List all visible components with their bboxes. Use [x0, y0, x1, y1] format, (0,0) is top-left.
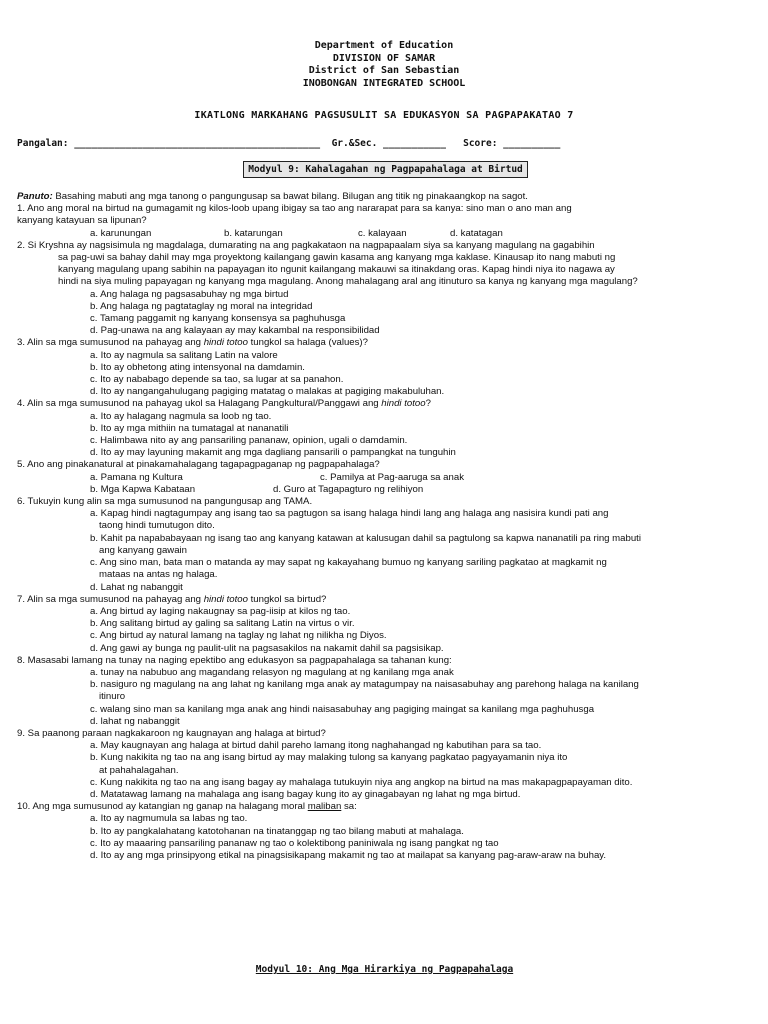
question-7 [17, 594, 759, 606]
choice-c: c. Kung nakikita ng tao na ang isang bagay ay mahalaga tutukuyin niya ang angkop na birtud na mas makapagpapayaman dito. [90, 776, 633, 788]
header-department: Department of Education [314, 40, 454, 51]
choice-c: c. Ang birtud ay natural lamang na taglay ng lahat ng nilikha ng Diyos. [90, 630, 387, 642]
school-header [0, 40, 768, 90]
question-7-emphasis: hindi totoo [203, 593, 248, 605]
question-3-text: 3. Alin sa mga sumusunod na pahayag ang [17, 337, 204, 349]
choice-d: d. Ito ay nangangahulugang pagiging matatag o malakas at pagiging makabuluhan. [90, 386, 445, 398]
choice-d: d. Ito ay may layuning makamit ang mga dagliang pansarili o pampangkat na tunguhin [90, 447, 456, 459]
question-3 [17, 337, 759, 349]
choice-c-cont: mataas na antas ng halaga. [99, 569, 218, 581]
choice-a: a. May kaugnayan ang halaga at birtud dahil pareho lamang itong naghahangad ng kabutihan para sa tao. [90, 740, 542, 752]
question-10-emphasis: maliban [307, 801, 342, 813]
choice-a: a. karunungan [90, 227, 152, 239]
choice-a: a. Ito ay nagmula sa salitang Latin na valore [90, 349, 278, 361]
question-2-cont: hindi na siya muling papayagan ng kanyang mga magulang. Anong mahalagang aral ang itinuturo sa kanya ng kanyang mga magulang? [58, 276, 638, 288]
question-3-text-end: tungkol sa halaga (values)? [247, 337, 368, 349]
choice-a: a. Kapag hindi nagtagumpay ang isang tao sa pagtugon sa isang halaga hindi lang ang halaga ang nasisira kundi pati ang [90, 508, 609, 520]
choice-a: a. Ang birtud ay laging nakaugnay sa pag-iisip at kilos ng tao. [90, 605, 351, 617]
module-9-title: Modyul 9: Kahalagahan ng Pagpapahalaga at Birtud [243, 161, 528, 178]
question-6: 6. Tukuyin kung alin sa mga sumusunod na pangungusap ang TAMA. [17, 496, 313, 508]
question-8: 8. Masasabi lamang na tunay na naging epektibo ang edukasyon sa pagpapahalaga sa tahanan kung: [17, 654, 452, 666]
instructions-text: Basahing mabuti ang mga tanong o pangungusap sa bawat bilang. Bilugan ang titik ng pinakaangkop na sagot. [52, 191, 528, 202]
student-info-line: Pangalan: ___________________________________________ Gr.&Sec. ___________ Score: __________ [17, 138, 561, 149]
choice-b: b. Ito ay mga mithiin na tumatagal at nananatili [90, 422, 289, 434]
question-5-choices-row2 [17, 484, 759, 496]
choice-d: d. Pag-unawa na ang kalayaan ay may kakambal na responsibilidad [90, 325, 380, 337]
question-2: 2. Si Kryshna ay nagsisimula ng magdalaga, dumarating na ang pagkakataon na nagpapaalam siya sa kanyang magulang na gagabihin [17, 239, 595, 251]
choice-d: d. Ang gawi ay bunga ng paulit-ulit na pagsasakilos na nakamit dahil sa pagsisikap. [90, 642, 444, 654]
question-4-emphasis: hindi totoo [381, 398, 426, 410]
header-school: INOBONGAN INTEGRATED SCHOOL [302, 77, 466, 89]
question-4 [17, 398, 759, 410]
choice-c: c. kalayaan [358, 227, 407, 239]
choice-d: d. lahat ng nabanggit [90, 715, 180, 727]
choice-c: c. walang sino man sa kanilang mga anak ang hindi naisasabuhay ang pagiging maingat sa kanilang mga paghuhusga [90, 703, 595, 715]
question-7-text: 7. Alin sa mga sumusunod na pahayag ang [17, 593, 204, 605]
question-1: 1. Ano ang moral na birtud na gumagamit ng kilos-loob upang ibigay sa tao ang nararapat para sa kanya: sino man o ano man ang [17, 203, 572, 215]
question-5: 5. Ano ang pinakanatural at pinakamahalagang tagapagpaganap ng pagpapahalaga? [17, 459, 380, 471]
question-2-cont: sa pag-uwi sa bahay dahil may mga proyektong kailangang gawin kasama ang kanyang mga kaklase. Kinausap ito nang mabuti ng [58, 252, 616, 264]
question-10-text-end: sa: [341, 801, 357, 813]
instructions-label: Panuto: [17, 191, 53, 202]
question-9: 9. Sa paanong paraan nagkakaroon ng kaugnayan ang halaga at birtud? [17, 727, 326, 739]
choice-a: a. Ang halaga ng pagsasabuhay ng mga birtud [90, 288, 289, 300]
choice-a: a. tunay na nabubuo ang magandang relasyon ng magulang at ng kanilang mga anak [90, 666, 454, 678]
choice-c: c. Tamang paggamit ng kanyang konsensya sa paghuhusga [90, 313, 346, 325]
choice-b-cont: itinuro [99, 691, 126, 703]
header-division: DIVISION OF SAMAR [332, 52, 436, 64]
choice-d: d. Ito ay ang mga prinsipyong etikal na pinagsisikapang makamit ng tao at mailapat sa kanyang pag-araw-araw na buhay. [90, 849, 607, 861]
choice-c: c. Halimbawa nito ay ang pansariling pananaw, opinion, ugali o damdamin. [90, 435, 408, 447]
choice-d: d. Guro at Tagapagturo ng relihiyon [273, 483, 424, 495]
header-district: District of San Sebastian [308, 65, 460, 76]
question-10 [17, 801, 759, 813]
choice-d: d. Lahat ng nabanggit [90, 581, 183, 593]
choice-c: c. Pamilya at Pag-aaruga sa anak [320, 471, 464, 483]
questions-body [17, 191, 759, 862]
choice-b: b. Ang salitang birtud ay galing sa salitang Latin na virtus o vir. [90, 618, 355, 630]
choice-a: a. Ito ay halagang nagmula sa loob ng tao. [90, 410, 272, 422]
choice-c: c. Ang sino man, bata man o matanda ay may sapat ng kakayahang bumuo ng kanyang sariling pagkatao at magkamit ng [90, 557, 607, 569]
choice-a: a. Ito ay nagmumula sa labas ng tao. [90, 813, 248, 825]
exam-title: IKATLONG MARKAHANG PAGSUSULIT SA EDUKASYON SA PAGPAPAKATAO 7 [194, 110, 574, 121]
question-4-text-end: ? [425, 398, 431, 410]
instructions [17, 191, 759, 203]
choice-b: b. Ito ay pangkalahatang katotohanan na tinatanggap ng tao bilang mabuti at mahalaga. [90, 825, 464, 837]
question-1-cont: kanyang katayuan sa lipunan? [17, 215, 147, 227]
choice-c: c. Ito ay nababago depende sa tao, sa lugar at sa panahon. [90, 374, 344, 386]
choice-a-cont: taong hindi tumutugon dito. [99, 520, 215, 532]
module-10-title: Modyul 10: Ang Mga Hirarkiya ng Pagpapahalaga [255, 964, 514, 975]
question-3-emphasis: hindi totoo [203, 337, 248, 349]
choice-b: b. Ito ay obhetong ating intensyonal na damdamin. [90, 361, 305, 373]
choice-b: b. Kahit pa napababayaan ng isang tao ang kanyang katawan at kalusugan dahil sa pagtulong sa kapwa nananatili pa ring mabuti [90, 532, 641, 544]
choice-a: a. Pamana ng Kultura [90, 471, 183, 483]
question-5-choices-row1 [17, 472, 759, 484]
choice-b: b. Kung nakikita ng tao na ang isang birtud ay may malaking tulong sa kanyang pagkatao pagyayamanin niya ito [90, 752, 568, 764]
choice-b-cont: ang kanyang gawain [99, 544, 188, 556]
question-1-choices [17, 228, 759, 240]
choice-d: d. katatagan [450, 227, 503, 239]
question-7-text-end: tungkol sa birtud? [247, 593, 327, 605]
choice-b: b. katarungan [224, 227, 283, 239]
choice-b: b. Mga Kapwa Kabataan [90, 483, 196, 495]
choice-b: b. Ang halaga ng pagtataglay ng moral na integridad [90, 300, 313, 312]
question-4-text: 4. Alin sa mga sumusunod na pahayag ukol sa Halagang Pangkultural/Panggawi ang [17, 398, 382, 410]
choice-b: b. nasiguro ng magulang na ang lahat ng kanilang mga anak ay matagumpay na naisasabuhay ang parehong halaga na kanilang [90, 679, 639, 691]
question-2-cont: kanyang magulang upang sabihin na papayagan ito ngunit kailangang makauwi sa itinakdang oras. Kapag hindi niya ito nagawa ay [58, 264, 615, 276]
choice-b-cont: at pahahalagahan. [99, 764, 179, 776]
choice-d: d. Matatawag lamang na mahalaga ang isang bagay kung ito ay ginagabayan ng lahat ng mga birtud. [90, 788, 521, 800]
choice-c: c. Ito ay maaaring pansariling pananaw ng tao o kolektibong paniniwala ng isang pangkat ng tao [90, 837, 499, 849]
question-10-text: 10. Ang mga sumusunod ay katangian ng ganap na halagang moral [17, 801, 308, 813]
